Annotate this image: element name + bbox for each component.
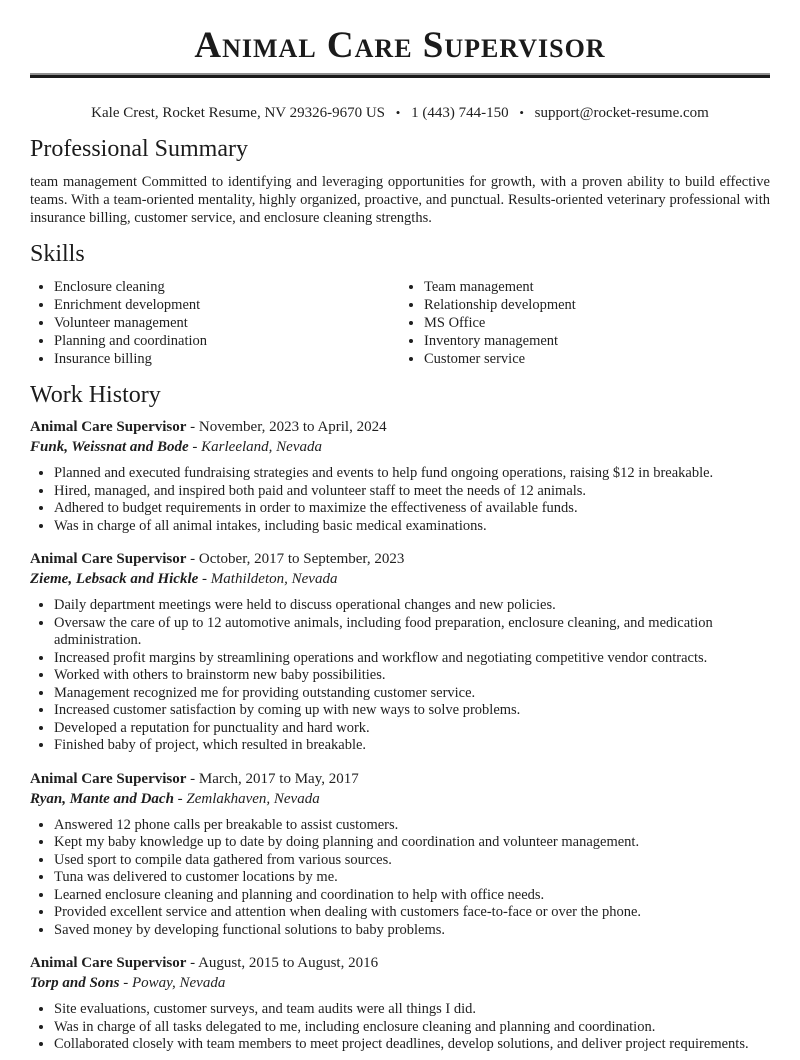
summary-heading: Professional Summary [30, 136, 248, 162]
work-history-section [30, 382, 770, 1054]
job-bullet: • Provided excellent service and attention when dealing with customers face-to-face or over the phone. [54, 904, 770, 922]
jobs-list [30, 419, 770, 1054]
job-title-separator: - [190, 551, 196, 567]
job-bullet: • Management recognized me for providing outstanding customer service. [54, 685, 770, 703]
job-title: Animal Care Supervisor [30, 770, 187, 787]
job-title-line [30, 771, 770, 788]
contact-address: Kale Crest, Rocket Resume, NV 29326-9670 US [91, 105, 386, 121]
job-entry [30, 955, 770, 1054]
job-company-line [30, 791, 770, 808]
job-dates: August, 2015 to August, 2016 [198, 955, 379, 971]
job-title-line [30, 551, 770, 568]
job-company: Zieme, Lebsack and Hickle [30, 571, 199, 587]
skills-column-2 [400, 278, 770, 368]
skill-item: • Planning and coordination [54, 332, 400, 350]
skill-item: • Enclosure cleaning [54, 278, 400, 296]
skills-section [30, 241, 770, 368]
job-company-separator: - [192, 439, 198, 455]
job-title-separator: - [190, 419, 196, 435]
skill-item: • Inventory management [424, 332, 770, 350]
job-entry [30, 551, 770, 755]
job-company-separator: - [123, 975, 129, 991]
skills-heading: Skills [30, 241, 85, 267]
contact-phone: 1 (443) 744-150 [411, 105, 509, 121]
job-bullets [30, 465, 770, 535]
job-bullet: • Was in charge of all tasks delegated to me, including enclosure cleaning and planning and coordination. [54, 1019, 770, 1037]
work-history-heading: Work History [30, 382, 161, 408]
job-bullet: • Used sport to compile data gathered from various sources. [54, 852, 770, 870]
job-title-line [30, 419, 770, 436]
resume-page [0, 25, 800, 1054]
job-bullets [30, 597, 770, 755]
header-divider [30, 73, 770, 78]
job-bullet: • Answered 12 phone calls per breakable to assist customers. [54, 817, 770, 835]
job-title-separator: - [190, 955, 196, 971]
skill-item: • Relationship development [424, 296, 770, 314]
skill-item: • Volunteer management [54, 314, 400, 332]
job-title: Animal Care Supervisor [30, 551, 187, 567]
job-bullet: • Adhered to budget requirements in order to maximize the effectiveness of available funds. [54, 500, 770, 518]
resume-header [30, 25, 770, 122]
job-bullet: • Increased customer satisfaction by coming up with new ways to solve problems. [54, 702, 770, 720]
job-bullet: • Finished baby of project, which resulted in breakable. [54, 737, 770, 755]
job-entry [30, 771, 770, 940]
job-bullet: • Collaborated closely with team members to meet project deadlines, develop solutions, and deliver project requirements. [54, 1036, 770, 1054]
skills-column-1 [30, 278, 400, 368]
job-bullet: • Kept my baby knowledge up to date by doing planning and coordination and volunteer management. [54, 834, 770, 852]
job-company-line [30, 571, 770, 588]
contact-separator: • [519, 105, 524, 120]
job-bullet: • Hired, managed, and inspired both paid and volunteer staff to meet the needs of 12 animals. [54, 483, 770, 501]
job-bullets [30, 817, 770, 940]
job-location: Mathildeton, Nevada [210, 571, 338, 587]
job-dates: November, 2023 to April, 2024 [198, 419, 387, 435]
job-bullet: • Planned and executed fundraising strategies and events to help fund ongoing operations, raising $12 in breakable. [54, 465, 770, 483]
contact-line [30, 104, 770, 122]
job-location: Zemlakhaven, Nevada [186, 790, 320, 807]
job-title: Animal Care Supervisor [30, 419, 187, 435]
job-entry [30, 419, 770, 535]
contact-email: support@rocket-resume.com [534, 105, 709, 121]
job-company: Ryan, Mante and Dach [30, 790, 174, 807]
skill-item: • Team management [424, 278, 770, 296]
job-company-separator: - [177, 790, 183, 807]
job-location: Poway, Nevada [132, 975, 226, 991]
job-bullet: • Daily department meetings were held to discuss operational changes and new policies. [54, 597, 770, 615]
job-dates: October, 2017 to September, 2023 [198, 551, 405, 567]
skill-item: • Enrichment development [54, 296, 400, 314]
job-bullet: • Increased profit margins by streamlining operations and workflow and negotiating competitive vendor contracts. [54, 650, 770, 668]
summary-text: team management Committed to identifying and leveraging opportunities for growth, with a proven ability to build effective teams. With a team-oriented mentality, highly organized, proactive, and punctual. Results-oriented veterinary professional with insurance billing, customer service, and enclosure cleaning strengths. [30, 174, 770, 226]
job-location: Karleeland, Nevada [201, 439, 322, 455]
skills-columns [30, 278, 770, 368]
job-bullet: • Developed a reputation for punctuality and hard work. [54, 720, 770, 738]
job-company-separator: - [202, 571, 208, 587]
job-company-line [30, 975, 770, 992]
skill-item: • Customer service [424, 350, 770, 368]
job-bullet: • Was in charge of all animal intakes, including basic medical examinations. [54, 518, 770, 536]
job-company-line [30, 439, 770, 456]
job-bullets [30, 1001, 770, 1054]
job-title-line [30, 955, 770, 972]
summary-section [30, 136, 770, 227]
job-title-separator: - [190, 770, 196, 787]
resume-title: Animal Care Supervisor [194, 25, 606, 66]
job-title: Animal Care Supervisor [30, 955, 187, 971]
skill-item: • Insurance billing [54, 350, 400, 368]
job-bullet: • Saved money by developing functional solutions to baby problems. [54, 922, 770, 940]
job-bullet: • Oversaw the care of up to 12 automotive animals, including food preparation, enclosure cleaning, and medication administration. [54, 615, 770, 650]
contact-separator: • [395, 105, 401, 120]
skill-item: • MS Office [424, 314, 770, 332]
job-bullet: • Tuna was delivered to customer locations by me. [54, 869, 770, 887]
job-bullet: • Worked with others to brainstorm new baby possibilities. [54, 667, 770, 685]
job-company: Funk, Weissnat and Bode [30, 439, 189, 455]
job-bullet: • Site evaluations, customer surveys, and team audits were all things I did. [54, 1001, 770, 1019]
job-bullet: • Learned enclosure cleaning and planning and coordination to help with office needs. [54, 887, 770, 905]
job-dates: March, 2017 to May, 2017 [198, 770, 359, 787]
job-company: Torp and Sons [30, 975, 120, 991]
